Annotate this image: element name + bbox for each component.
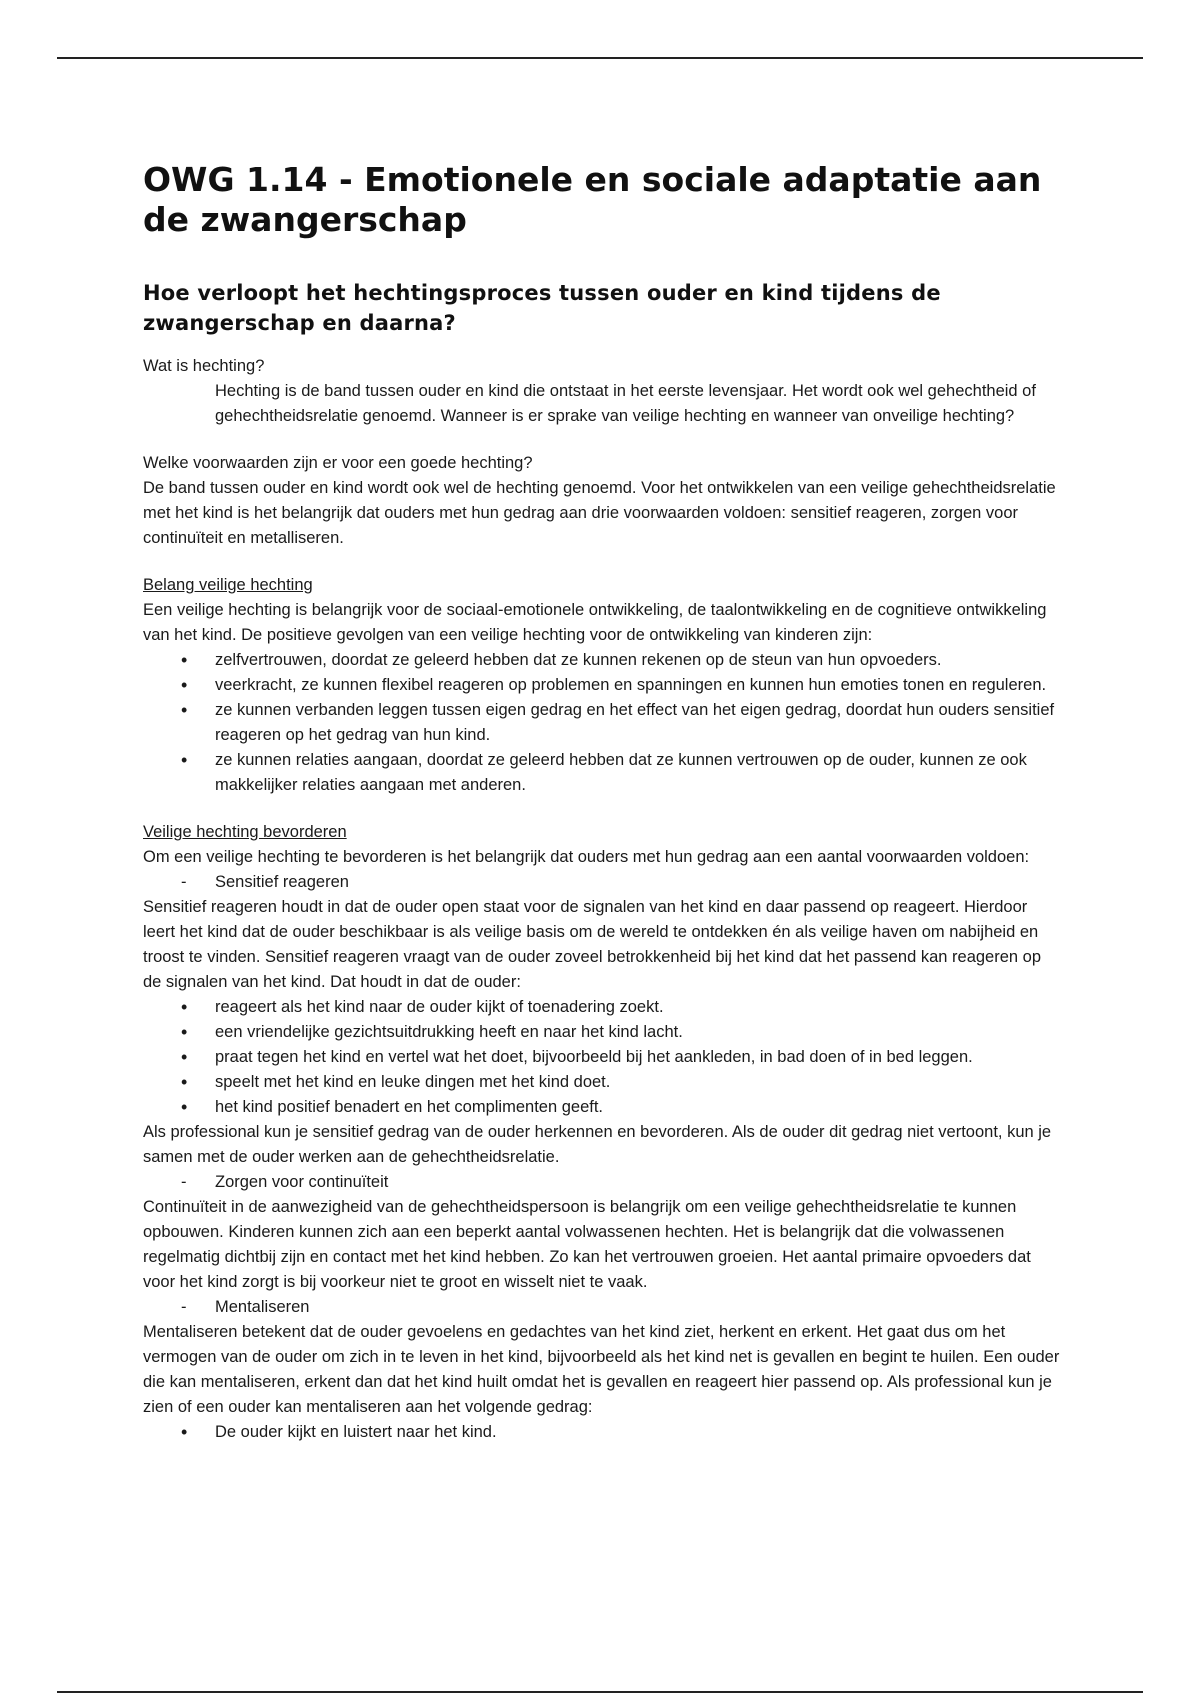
text-continuiteit: Continuïteit in de aanwezigheid van de gehechtheidspersoon is belangrijk om een veilige gehechtheidsrelatie te kunnen opbouwen. Kinderen kunnen zich aan een beperkt aantal volwassenen hechten. Het is belangrijk dat die volwassenen regelmatig dichtbij zijn en contact met het kind hebben. Zo kan het vertrouwen groeien. Het aantal primaire opvoeders dat voor het kind zorgt is bij voorkeur niet te groot en wisselt niet te vaak. xyxy=(143,1198,1031,1291)
list-item: • reageert als het kind naar de ouder kijkt of toenadering zoekt. xyxy=(143,995,1063,1020)
list-item: • praat tegen het kind en vertel wat het doet, bijvoorbeeld bij het aankleden, in bad doen of in bed leggen. xyxy=(143,1045,1063,1070)
list-item: • zelfvertrouwen, doordat ze geleerd hebben dat ze kunnen rekenen op de steun van hun opvoeders. xyxy=(143,648,1063,673)
answer-hechting: Hechting is de band tussen ouder en kind die ontstaat in het eerste levensjaar. Het wordt ook wel gehechtheid of gehechtheidsrelatie genoemd. Wanneer is er sprake van veilige hechting en wanneer van onveilige hechting? xyxy=(215,382,1036,425)
label-continuiteit: - Zorgen voor continuïteit xyxy=(143,1170,1063,1195)
header-rule xyxy=(57,57,1143,59)
list-item: • het kind positief benadert en het complimenten geeft. xyxy=(143,1095,1063,1120)
heading-bevorderen: Veilige hechting bevorderen xyxy=(143,823,347,841)
belang-intro: Een veilige hechting is belangrijk voor de sociaal-emotionele ontwikkeling, de taalontwikkeling en de cognitieve ontwikkeling van het kind. De positieve gevolgen van een veilige hechting voor de ontwikkeling van kinderen zijn: xyxy=(143,601,1047,644)
belang-list xyxy=(143,648,1063,798)
bevorderen-intro: Om een veilige hechting te bevorderen is het belangrijk dat ouders met hun gedrag aan een aantal voorwaarden voldoen: xyxy=(143,848,1030,866)
list-item: • speelt met het kind en leuke dingen met het kind doet. xyxy=(143,1070,1063,1095)
mentaliseren-list xyxy=(143,1420,1063,1445)
list-item: • ze kunnen verbanden leggen tussen eigen gedrag en het effect van het eigen gedrag, doordat hun ouders sensitief reageren op het gedrag van hun kind. xyxy=(143,698,1063,748)
list-item: • een vriendelijke gezichtsuitdrukking heeft en naar het kind lacht. xyxy=(143,1020,1063,1045)
list-item: • veerkracht, ze kunnen flexibel reageren op problemen en spanningen en kunnen hun emoties tonen en reguleren. xyxy=(143,673,1063,698)
list-item: • De ouder kijkt en luistert naar het kind. xyxy=(143,1420,1063,1445)
answer-voorwaarden: De band tussen ouder en kind wordt ook wel de hechting genoemd. Voor het ontwikkelen van een veilige gehechtheidsrelatie met het kind is het belangrijk dat ouders met hun gedrag aan drie voorwaarden voldoen: sensitief reageren, zorgen voor continuïteit en metalliseren. xyxy=(143,479,1056,547)
text-mentaliseren: Mentaliseren betekent dat de ouder gevoelens en gedachtes van het kind ziet, herkent en erkent. Het gaat dus om het vermogen van de ouder om zich in te leven in het kind, bijvoorbeeld als het kind net is gevallen en begint te huilen. Een ouder die kan mentaliseren, erkent dan dat het kind huilt omdat het is gevallen en reageert hier passend op. Als professional kun je zien of een ouder kan mentaliseren aan het volgende gedrag: xyxy=(143,1323,1060,1416)
question-hechting: Wat is hechting? xyxy=(143,357,265,375)
list-item: • ze kunnen relaties aangaan, doordat ze geleerd hebben dat ze kunnen vertrouwen op de ouder, kunnen ze ook makkelijker relaties aangaan met anderen. xyxy=(143,748,1063,798)
text-sensitief-after: Als professional kun je sensitief gedrag van de ouder herkennen en bevorderen. Als de ouder dit gedrag niet vertoont, kun je samen met de ouder werken aan de gehechtheidsrelatie. xyxy=(143,1123,1052,1166)
section-heading: Hoe verloopt het hechtingsproces tussen ouder en kind tijdens de zwangerschap en daarna? xyxy=(143,281,941,335)
heading-belang: Belang veilige hechting xyxy=(143,576,313,594)
document-body xyxy=(143,160,1063,1445)
page-title: OWG 1.14 - Emotionele en sociale adaptatie aan de zwangerschap xyxy=(143,160,1042,239)
sensitief-list xyxy=(143,995,1063,1120)
text-sensitief: Sensitief reageren houdt in dat de ouder open staat voor de signalen van het kind en daar passend op reageert. Hierdoor leert het kind dat de ouder beschikbaar is als veilige basis om de wereld te ontdekken én als veilige haven om nabijheid en troost te vinden. Sensitief reageren vraagt van de ouder zoveel betrokkenheid bij het kind dat het passend kan reageren op de signalen van het kind. Dat houdt in dat de ouder: xyxy=(143,898,1042,991)
question-voorwaarden: Welke voorwaarden zijn er voor een goede hechting? xyxy=(143,454,533,472)
label-mentaliseren: - Mentaliseren xyxy=(143,1295,1063,1320)
footer-rule xyxy=(57,1691,1143,1693)
label-sensitief: - Sensitief reageren xyxy=(143,870,1063,895)
